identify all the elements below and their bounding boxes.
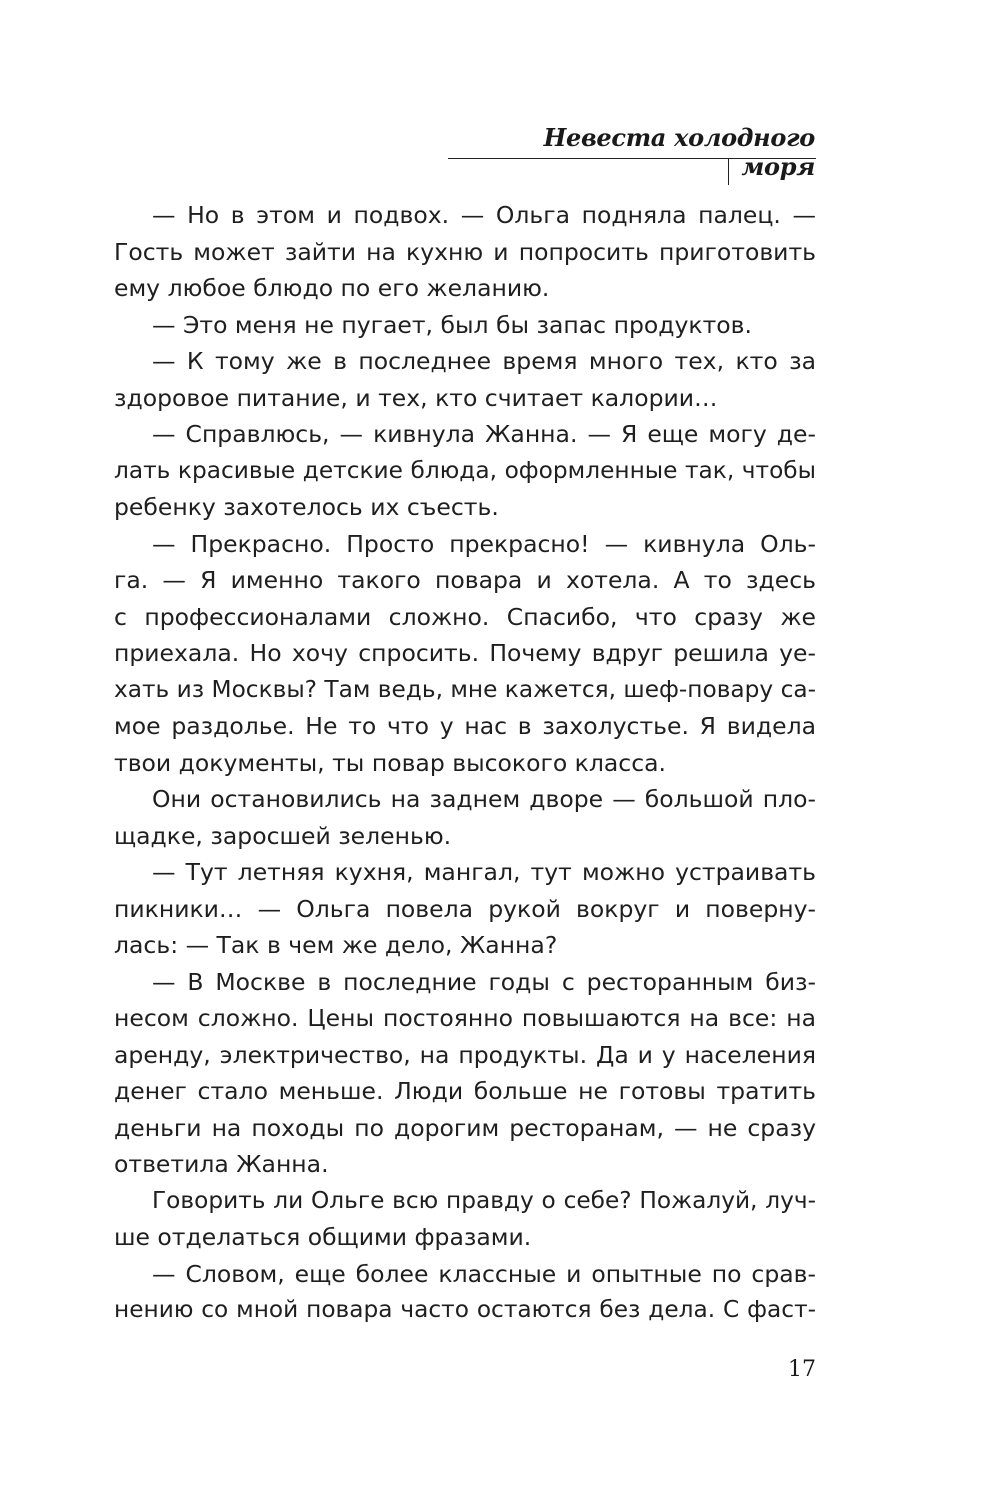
text-line: пикники… — Ольга повела рукой вокруг и поверну- — [114, 894, 816, 923]
body-text — [114, 197, 816, 1329]
text-line: приехала. Но хочу спросить. Почему вдруг решила уе- — [114, 639, 816, 667]
text-line: ребенку захотелось их съесть. — [114, 493, 499, 521]
text-line: — Прекрасно. Просто прекрасно! — кивнула Оль- — [152, 529, 816, 558]
text-line: с профессионалами сложно. Спасибо, что сразу же — [114, 602, 816, 631]
text-line: Говорить ли Ольге всю правду о себе? Пожалуй, луч- — [152, 1186, 816, 1214]
text-line: нению со мной повара часто остаются без дела. С фаст- — [114, 1296, 816, 1323]
running-head-title: Невеста холодного моря — [543, 123, 815, 181]
text-line: денег стало меньше. Люди больше не готовы тратить — [114, 1077, 816, 1105]
text-line: лась: — Так в чем же дело, Жанна? — [114, 931, 558, 959]
text-line: — Словом, еще более классные и опытные по срав- — [152, 1259, 816, 1288]
text-line: Гость может зайти на кухню и попросить приготовить — [114, 237, 816, 266]
text-line: ше отделаться общими фразами. — [114, 1223, 532, 1251]
text-line: деньги на походы по дорогим ресторанам, — не сразу — [114, 1113, 816, 1142]
text-line: — К тому же в последнее время много тех, кто за — [152, 347, 816, 375]
text-line: лать красивые детские блюда, оформленные так, чтобы — [114, 456, 816, 484]
text-line: — Это меня не пугает, был бы запас продуктов. — [152, 310, 752, 339]
text-line: твои документы, ты повар высокого класса. — [114, 748, 667, 777]
text-line: аренду, электричество, на продукты. Да и у населения — [114, 1040, 816, 1069]
text-line: — Тут летняя кухня, мангал, тут можно устраивать — [152, 858, 816, 886]
text-line: Они остановились на заднем дворе — большой пло- — [152, 785, 816, 813]
text-line: ответила Жанна. — [114, 1150, 329, 1178]
running-head-rule — [448, 158, 816, 159]
text-line: — Но в этом и подвох. — Ольга подняла палец. — — [152, 201, 816, 229]
text-line: несом сложно. Цены постоянно повышаются на все: на — [114, 1004, 816, 1032]
text-line: мое раздолье. Не то что у нас в захолустье. Я видела — [114, 712, 816, 740]
text-line: — Справлюсь, — кивнула Жанна. — Я еще могу де- — [152, 420, 816, 448]
text-line: га. — Я именно такого повара и хотела. А то здесь — [114, 566, 816, 594]
running-head-tick — [728, 159, 729, 185]
text-line: щадке, заросшей зеленью. — [114, 821, 452, 850]
text-line: здоровое питание, и тех, кто считает калории… — [114, 383, 718, 412]
page-number: 17 — [788, 1357, 816, 1382]
text-line: хать из Москвы? Там ведь, мне кажется, шеф-повару са- — [114, 675, 816, 703]
text-line: ему любое блюдо по его желанию. — [114, 274, 550, 302]
text-line: — В Москве в последние годы с ресторанным биз- — [152, 967, 816, 996]
